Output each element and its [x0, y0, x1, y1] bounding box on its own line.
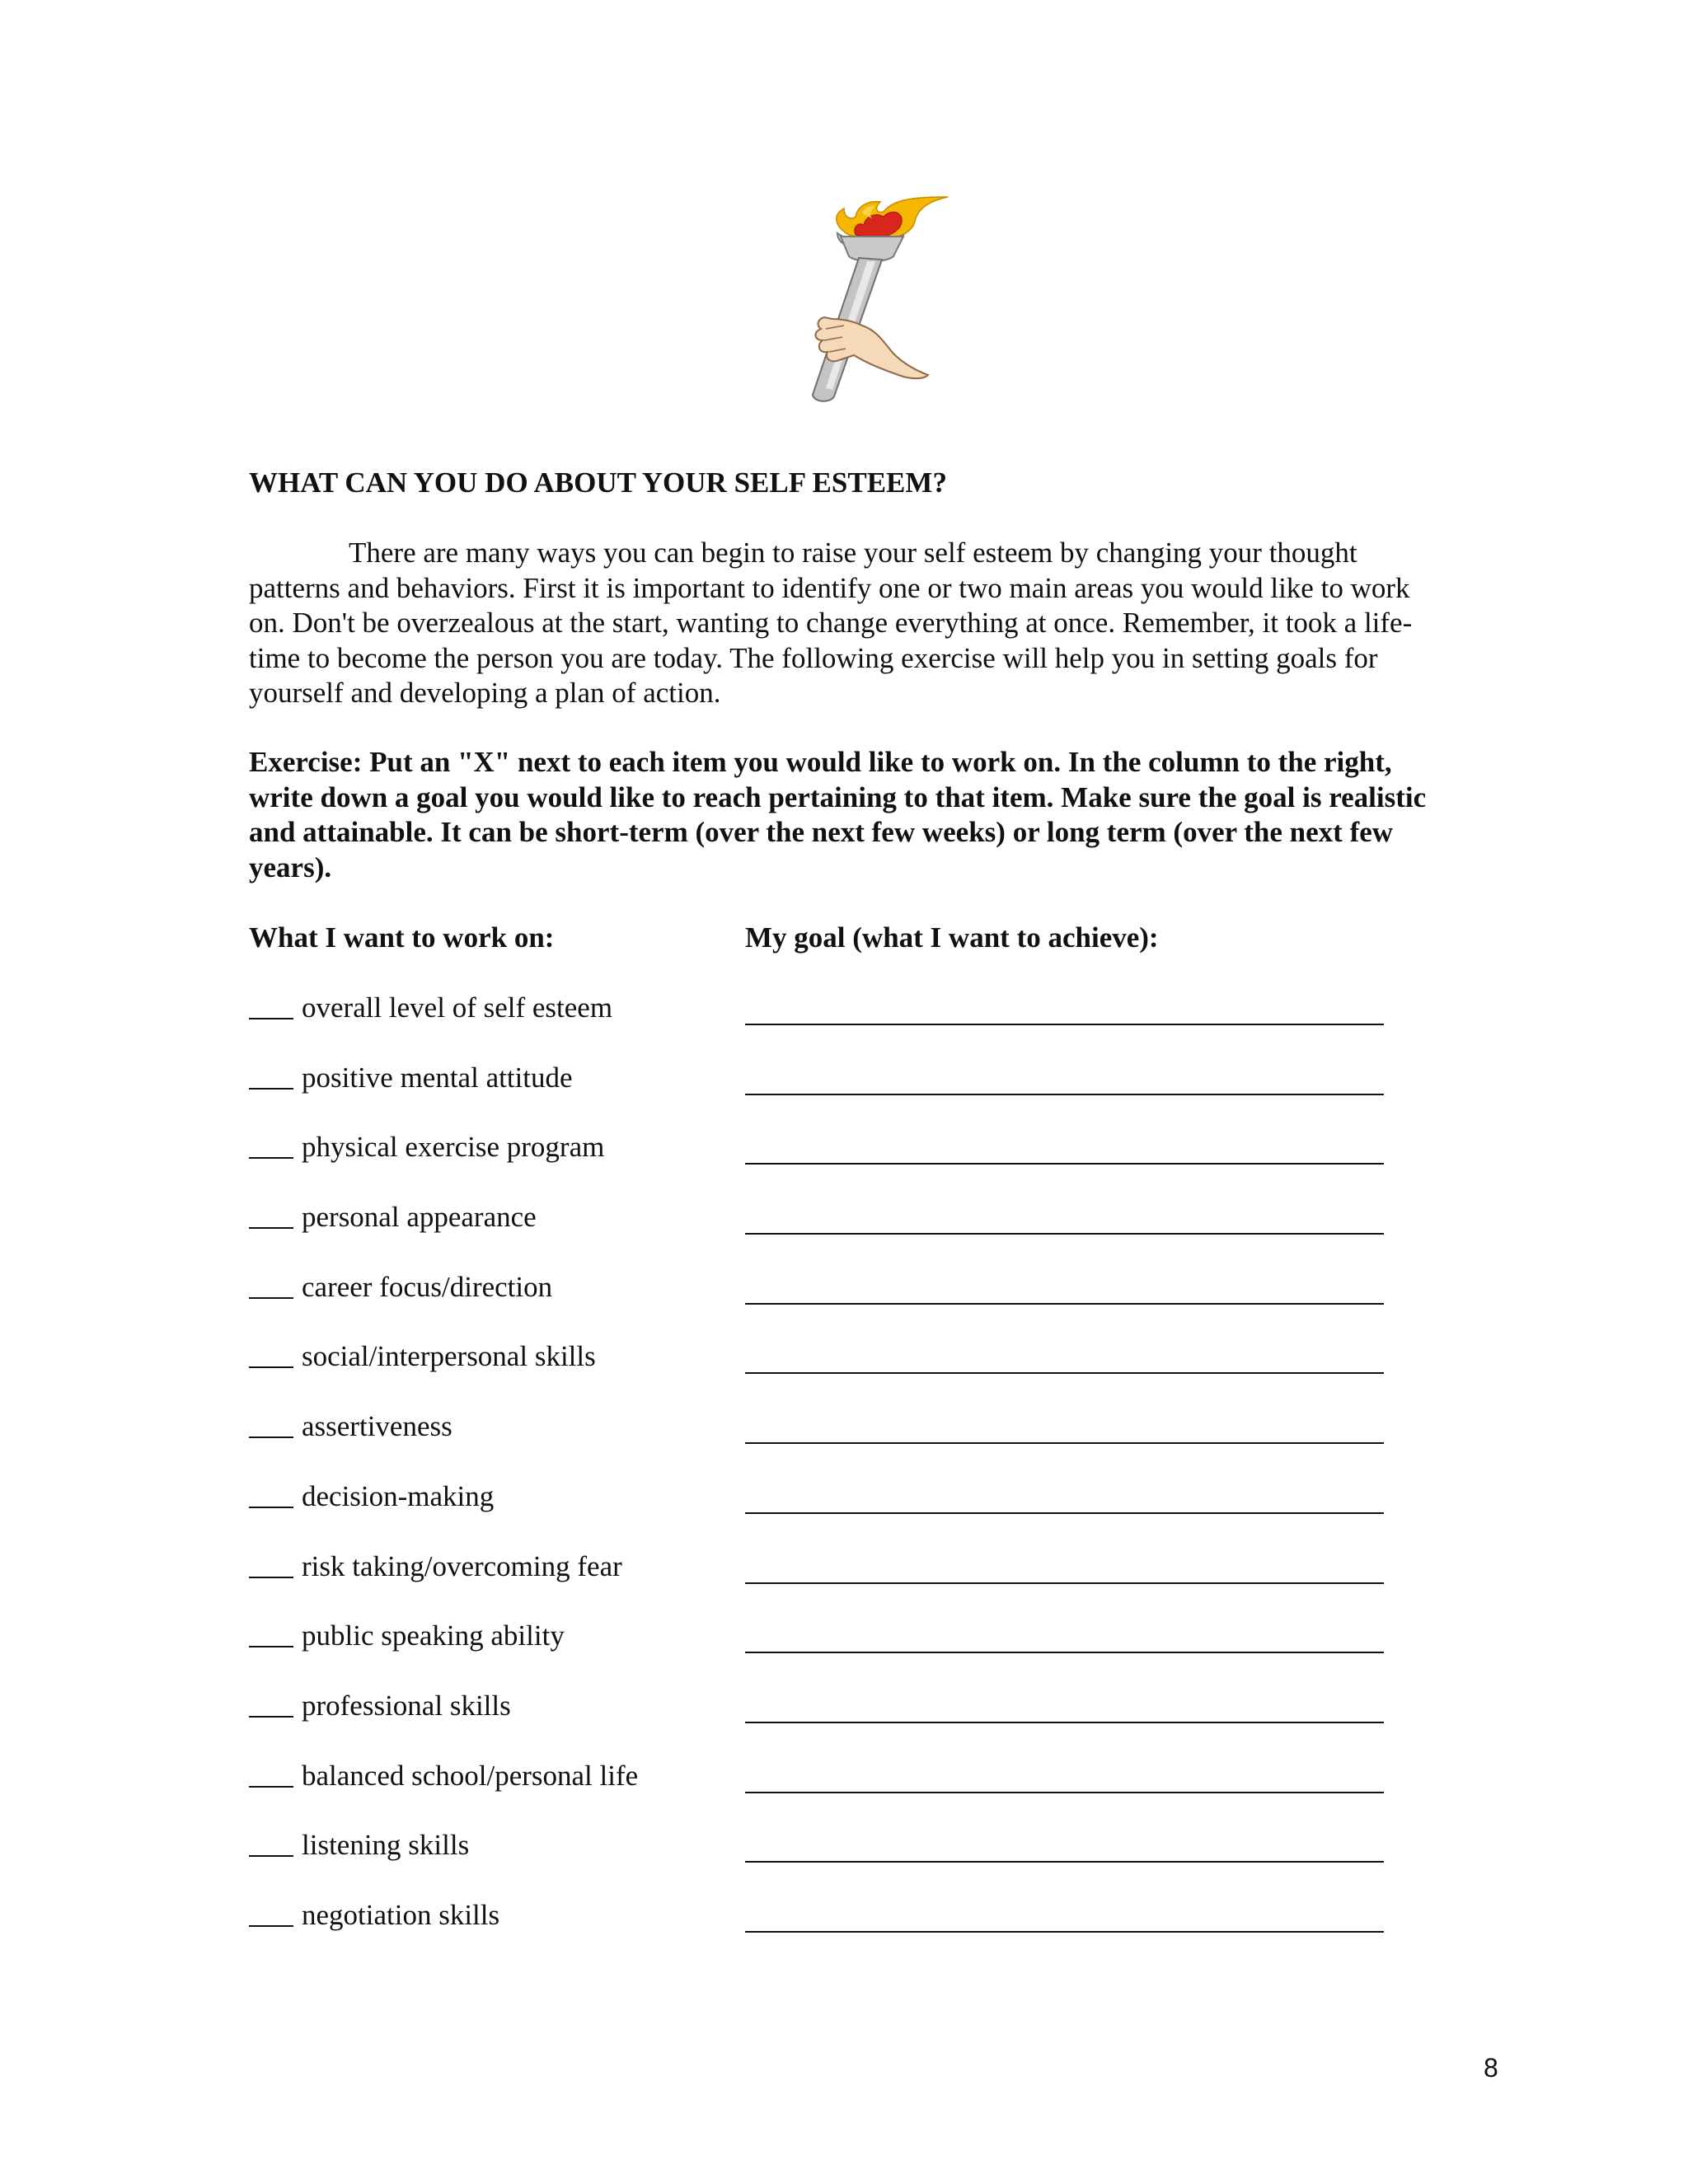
intro-line: time to become the person you are today. The following exercise will help you in setting goals for [249, 641, 1378, 674]
goal-input[interactable] [745, 1344, 1384, 1374]
goal-input[interactable] [745, 1066, 1384, 1095]
goal-input[interactable] [745, 1624, 1384, 1653]
item-label: risk taking/overcoming fear [302, 1549, 622, 1582]
section-heading: WHAT CAN YOU DO ABOUT YOUR SELF ESTEEM? [249, 466, 947, 499]
item-label: positive mental attitude [302, 1061, 573, 1094]
goal-input[interactable] [745, 1764, 1384, 1793]
goal-input[interactable] [745, 1694, 1384, 1723]
intro-line: yourself and developing a plan of action. [249, 677, 721, 709]
item-label: career focus/direction [302, 1270, 553, 1303]
item-label: decision-making [302, 1479, 495, 1512]
torch-icon [801, 194, 950, 404]
worksheet-row [249, 1200, 1403, 1270]
worksheet-row [249, 1549, 1403, 1619]
goal-input[interactable] [745, 1554, 1384, 1584]
check-blank[interactable] [249, 1409, 293, 1438]
intro-paragraph [249, 536, 1502, 711]
item-label: overall level of self esteem [302, 991, 613, 1024]
check-blank[interactable] [249, 1130, 293, 1159]
item-label: assertiveness [302, 1410, 452, 1443]
intro-line: There are many ways you can begin to raise your self esteem by changing your thought [349, 537, 1357, 569]
item-label: negotiation skills [302, 1898, 500, 1931]
check-blank[interactable] [249, 1200, 293, 1229]
check-blank[interactable] [249, 991, 293, 1019]
worksheet-row [249, 1759, 1403, 1829]
check-blank[interactable] [249, 1479, 293, 1508]
goal-input[interactable] [745, 1414, 1384, 1444]
check-blank[interactable] [249, 1898, 293, 1927]
worksheet-row [249, 1479, 1403, 1549]
check-blank[interactable] [249, 1619, 293, 1647]
worksheet-row [249, 1619, 1403, 1689]
worksheet-row [249, 1689, 1403, 1759]
goal-input[interactable] [745, 1903, 1384, 1933]
worksheet-row [249, 1061, 1403, 1131]
check-blank[interactable] [249, 1549, 293, 1578]
check-blank[interactable] [249, 1270, 293, 1299]
worksheet-row [249, 1270, 1403, 1340]
worksheet-row [249, 1828, 1403, 1898]
exercise-line: years). [249, 851, 332, 883]
check-blank[interactable] [249, 1339, 293, 1368]
goal-input[interactable] [745, 996, 1384, 1025]
page-number: 8 [1484, 2053, 1498, 2083]
intro-line: on. Don't be overzealous at the start, wanting to change everything at once. Remember, it took a life- [249, 607, 1413, 639]
item-label: listening skills [302, 1829, 470, 1862]
worksheet-row [249, 991, 1403, 1061]
check-blank[interactable] [249, 1759, 293, 1788]
goal-input[interactable] [745, 1135, 1384, 1165]
worksheet-row [249, 1130, 1403, 1200]
work-on-column-header: What I want to work on: [249, 921, 555, 954]
goal-input[interactable] [745, 1833, 1384, 1863]
intro-line: patterns and behaviors. First it is important to identify one or two main areas you would like to work [249, 571, 1410, 604]
goal-input[interactable] [745, 1484, 1384, 1514]
worksheet-list [249, 991, 1403, 1968]
worksheet-row [249, 1409, 1403, 1479]
item-label: balanced school/personal life [302, 1759, 639, 1792]
goal-input[interactable] [745, 1275, 1384, 1305]
item-label: physical exercise program [302, 1131, 605, 1164]
check-blank[interactable] [249, 1689, 293, 1718]
item-label: public speaking ability [302, 1619, 565, 1652]
exercise-line: and attainable. It can be short-term (over the next few weeks) or long term (over the next few [249, 816, 1394, 848]
item-label: professional skills [302, 1689, 511, 1722]
worksheet-row [249, 1339, 1403, 1409]
exercise-line: Exercise: Put an "X" next to each item you would like to work on. In the column to the right, [249, 746, 1392, 778]
check-blank[interactable] [249, 1828, 293, 1857]
goal-input[interactable] [745, 1205, 1384, 1235]
exercise-instructions [249, 745, 1535, 885]
goal-column-header: My goal (what I want to achieve): [745, 921, 1159, 954]
check-blank[interactable] [249, 1061, 293, 1090]
item-label: social/interpersonal skills [302, 1340, 596, 1373]
exercise-line: write down a goal you would like to reach pertaining to that item. Make sure the goal is realistic [249, 780, 1427, 813]
item-label: personal appearance [302, 1201, 537, 1234]
worksheet-row [249, 1898, 1403, 1968]
